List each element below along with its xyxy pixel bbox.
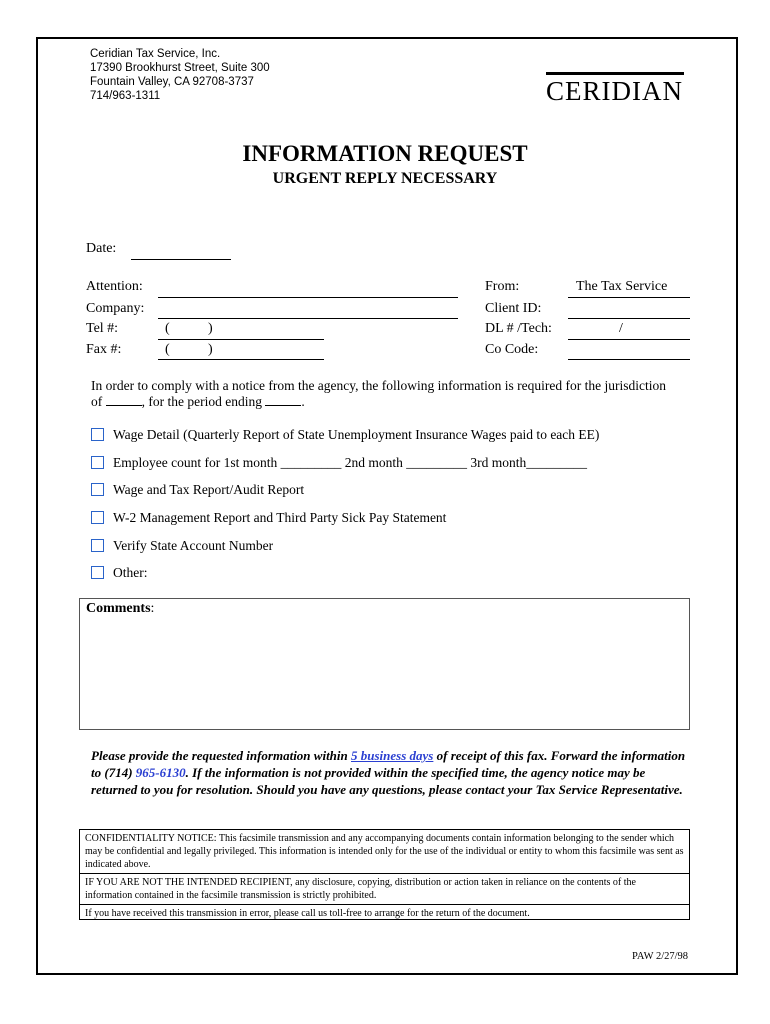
checkbox-employee-count[interactable] bbox=[91, 456, 104, 469]
client-id-field[interactable] bbox=[568, 318, 690, 319]
instructions-part-2: of receipt of this fax. Forward the information to (714) bbox=[91, 748, 686, 780]
company-city: Fountain Valley, CA 92708-3737 bbox=[90, 76, 254, 88]
intro-of: of bbox=[91, 394, 103, 409]
dl-tech-field[interactable] bbox=[568, 339, 690, 340]
dl-tech-label: DL # /Tech: bbox=[485, 321, 552, 336]
tel-label: Tel #: bbox=[86, 321, 119, 336]
company-label: Company: bbox=[86, 301, 145, 316]
checkbox-verify-account[interactable] bbox=[91, 539, 104, 552]
comments-box[interactable] bbox=[79, 598, 690, 730]
intro-paragraph bbox=[91, 378, 691, 410]
intro-line-1: In order to comply with a notice from the agency, the following information is required for the jurisdiction bbox=[91, 378, 666, 393]
intro-period-text: , for the period ending bbox=[141, 394, 262, 409]
fax-number: 965-6130 bbox=[135, 765, 186, 780]
attention-label: Attention: bbox=[86, 279, 143, 294]
checkbox-other[interactable] bbox=[91, 566, 104, 579]
checkbox-label-employee-count: Employee count for 1st month _________ 2nd month _________ 3rd month_________ bbox=[113, 455, 587, 470]
period-ending-blank[interactable] bbox=[265, 405, 301, 406]
logo-bar bbox=[546, 72, 684, 75]
confidentiality-p1: CONFIDENTIALITY NOTICE: This facsimile transmission and any accompanying documents contain information belonging to the sender which may be confidential and legally privileged. This information is intended only for the use of the individual or entity to whom this facsimile was sent as indicated above. bbox=[85, 833, 684, 870]
company-phone: 714/963-1311 bbox=[90, 90, 161, 102]
ceridian-logo bbox=[546, 72, 684, 105]
checkbox-label-other: Other: bbox=[113, 565, 148, 580]
confidentiality-notice bbox=[79, 829, 690, 920]
company-street: 17390 Brookhurst Street, Suite 300 bbox=[90, 62, 270, 74]
tel-paren-open: ( bbox=[165, 321, 170, 336]
tel-paren-close: ) bbox=[208, 321, 213, 336]
company-address bbox=[90, 47, 270, 103]
co-code-label: Co Code: bbox=[485, 342, 539, 357]
confidentiality-divider bbox=[80, 873, 689, 874]
checkbox-label-wage-detail: Wage Detail (Quarterly Report of State Unemployment Insurance Wages paid to each EE) bbox=[113, 427, 600, 442]
confidentiality-p3: If you have received this transmission in error, please call us toll-free to arrange for the return of the document. bbox=[85, 908, 530, 919]
client-id-label: Client ID: bbox=[485, 301, 542, 316]
date-label: Date: bbox=[86, 241, 117, 256]
company-field[interactable] bbox=[158, 318, 458, 319]
checkbox-label-verify-account: Verify State Account Number bbox=[113, 538, 274, 553]
fax-paren-close: ) bbox=[208, 342, 213, 357]
from-label: From: bbox=[485, 279, 520, 294]
checkbox-w2-management[interactable] bbox=[91, 511, 104, 524]
intro-line-2 bbox=[91, 394, 691, 410]
checkbox-label-wage-tax-report: Wage and Tax Report/Audit Report bbox=[113, 482, 305, 497]
comments-colon: : bbox=[150, 601, 155, 616]
jurisdiction-blank[interactable] bbox=[106, 405, 142, 406]
checkbox-wage-detail[interactable] bbox=[91, 428, 104, 441]
page-title: INFORMATION REQUEST bbox=[242, 141, 528, 166]
fax-label: Fax #: bbox=[86, 342, 122, 357]
attention-field[interactable] bbox=[158, 297, 458, 298]
confidentiality-divider bbox=[80, 904, 689, 905]
business-days-link[interactable]: 5 business days bbox=[351, 748, 434, 763]
confidentiality-p2: IF YOU ARE NOT THE INTENDED RECIPIENT, any disclosure, copying, distribution or action taken in reliance on the contents of the information contained in the facsimile transmission is strictly prohibited. bbox=[85, 877, 636, 901]
page-subtitle: URGENT REPLY NECESSARY bbox=[272, 170, 498, 187]
fax-paren-open: ( bbox=[165, 342, 170, 357]
fax-field[interactable] bbox=[158, 359, 324, 360]
comments-label: Comments bbox=[86, 601, 151, 616]
instructions bbox=[91, 747, 691, 798]
co-code-field[interactable] bbox=[568, 359, 690, 360]
date-field[interactable] bbox=[131, 259, 231, 260]
from-value: The Tax Service bbox=[576, 279, 668, 294]
form-code: PAW 2/27/98 bbox=[632, 951, 689, 962]
instructions-part-1: Please provide the requested information within bbox=[91, 748, 352, 763]
tel-field[interactable] bbox=[158, 339, 324, 340]
checkbox-wage-tax-report[interactable] bbox=[91, 483, 104, 496]
from-field[interactable] bbox=[568, 297, 690, 298]
company-name: Ceridian Tax Service, Inc. bbox=[90, 48, 221, 60]
intro-end: . bbox=[301, 394, 305, 409]
instructions-part-3: . If the information is not provided within the specified time, the agency notice may be returned to you for resolution. Should you have any questions, please contact your Tax Service Representative. bbox=[91, 765, 683, 797]
checkbox-label-w2-management: W-2 Management Report and Third Party Sick Pay Statement bbox=[113, 510, 447, 525]
dl-tech-value: / bbox=[619, 321, 623, 336]
logo-text: CERIDIAN bbox=[546, 76, 683, 106]
